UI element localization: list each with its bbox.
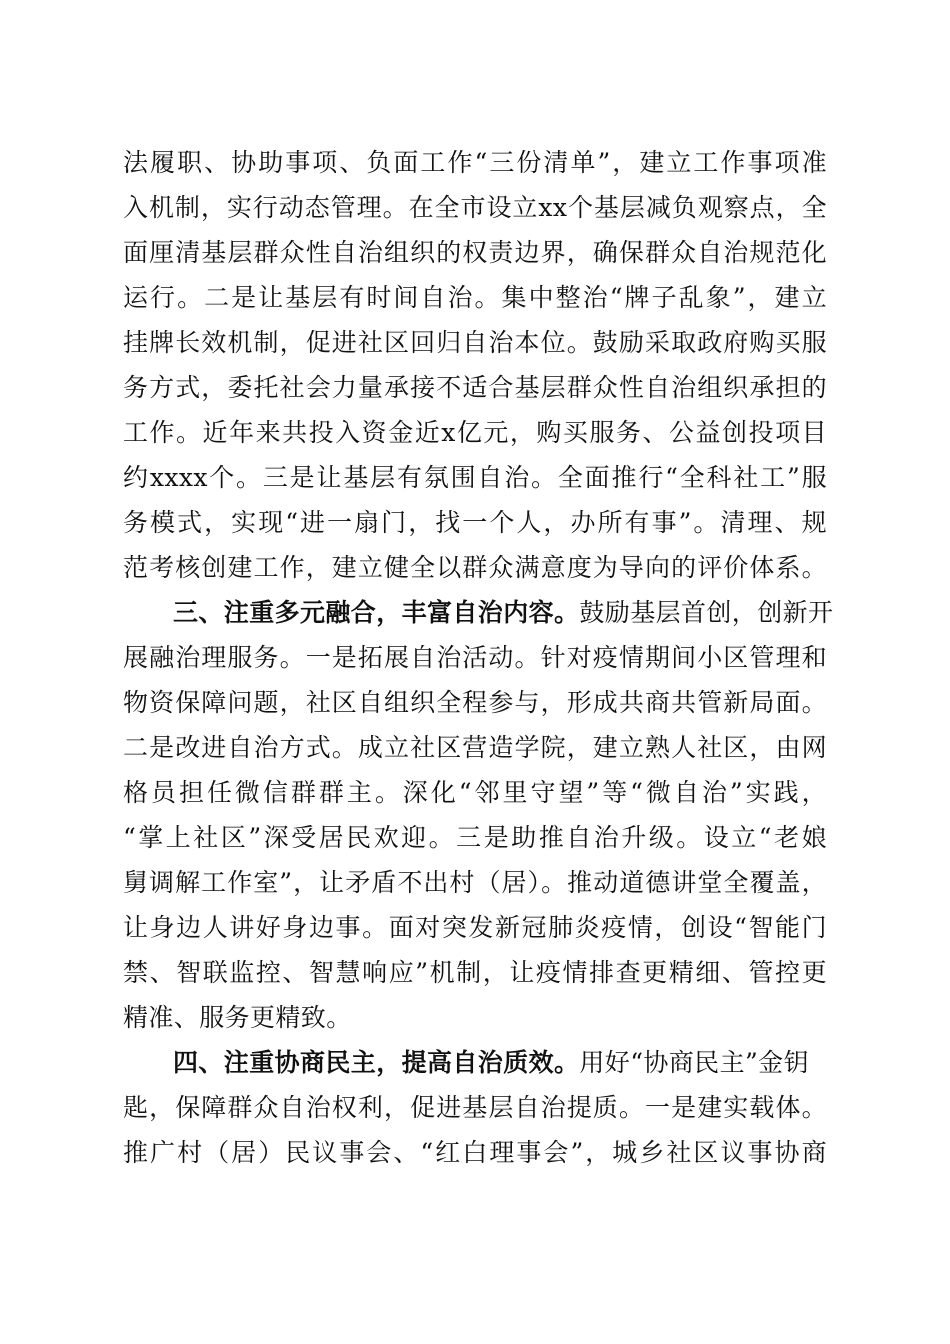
paragraph-1-line-4: 运行。二是让基层有时间自治。集中整治“牌子乱象”，建立 [123,283,827,312]
paragraph-1-line-6: 务方式，委托社会力量承接不适合基层群众性自治组织承担的 [123,373,827,402]
paragraph-1-line-3: 面厘清基层群众性自治组织的权责边界，确保群众自治规范化 [123,238,827,267]
paragraph-1-line-10: 范考核创建工作，建立健全以群众满意度为导向的评价体系。 [123,553,827,582]
paragraph-2-line-4: 二是改进自治方式。成立社区营造学院，建立熟人社区，由网 [123,733,827,762]
paragraph-3-first-line-text: 用好“协商民主”金钥 [579,1048,809,1077]
paragraph-2-line-9: 禁、智联监控、智慧响应”机制，让疫情排查更精细、管控更 [123,958,827,987]
paragraph-1-line-8: 约xxxx个。三是让基层有氛围自治。全面推行“全科社工”服 [123,463,827,492]
paragraph-2-line-2: 展融治理服务。一是拓展自治活动。针对疫情期间小区管理和 [123,643,827,672]
paragraph-1-line-1: 法履职、协助事项、负面工作“三份清单”，建立工作事项准 [123,148,827,177]
paragraph-2-line-6: “掌上社区”深受居民欢迎。三是助推自治升级。设立“老娘 [123,823,827,852]
paragraph-2-line-8: 让身边人讲好身边事。面对突发新冠肺炎疫情，创设“智能门 [123,913,827,942]
paragraph-2-line-5: 格员担任微信群群主。深化“邻里守望”等“微自治”实践， [123,778,827,807]
paragraph-2-line-3: 物资保障问题，社区自组织全程参与，形成共商共管新局面。 [123,688,827,717]
paragraph-2-line-1 [173,595,834,631]
paragraph-2-line-10: 精准、服务更精致。 [123,1003,352,1032]
paragraph-1-line-7: 工作。近年来共投入资金近x亿元，购买服务、公益创投项目 [123,418,827,447]
paragraph-1-line-9: 务模式，实现“进一扇门，找一个人，办所有事”。清理、规 [123,508,827,537]
paragraph-1-line-5: 挂牌长效机制，促进社区回归自治本位。鼓励采取政府购买服 [123,328,827,357]
paragraph-3-line-3: 推广村（居）民议事会、“红白理事会”，城乡社区议事协商 [123,1138,827,1167]
paragraph-2-heading: 三、注重多元融合，丰富自治内容。 [173,598,580,627]
paragraph-2-first-line-text: 鼓励基层首创，创新开 [579,598,834,627]
paragraph-1-line-2: 入机制，实行动态管理。在全市设立xx个基层减负观察点，全 [123,193,827,222]
paragraph-2-line-7: 舅调解工作室”，让矛盾不出村（居）。推动道德讲堂全覆盖， [123,868,827,897]
paragraph-3-line-1 [173,1045,827,1081]
paragraph-3-line-2: 匙，保障群众自治权利，促进基层自治提质。一是建实载体。 [123,1093,827,1122]
paragraph-3-heading: 四、注重协商民主，提高自治质效。 [173,1048,580,1077]
